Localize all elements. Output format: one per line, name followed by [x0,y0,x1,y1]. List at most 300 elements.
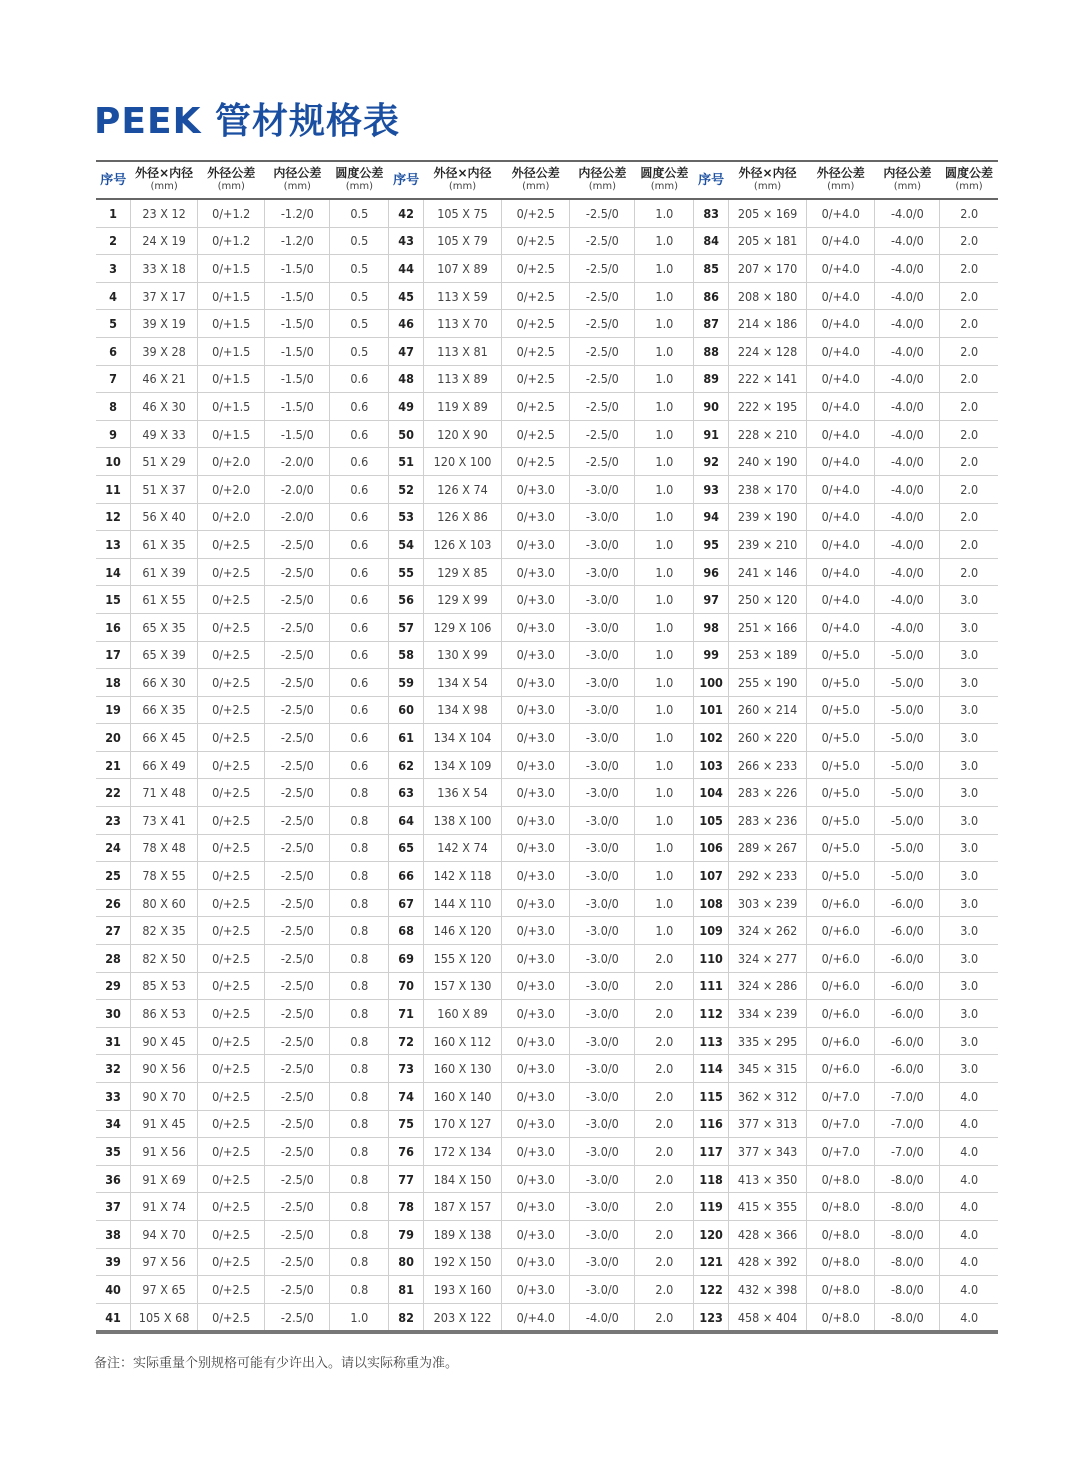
od-tolerance: 0/+3.0 [502,1083,570,1111]
roundness-tolerance: 3.0 [940,889,998,917]
id-tolerance: -3.0/0 [570,641,635,669]
id-tolerance: -2.5/0 [265,1220,330,1248]
od-tolerance: 0/+2.5 [198,807,265,835]
od-tolerance: 0/+2.5 [502,199,570,227]
row-number: 82 [389,1303,424,1332]
id-tolerance: -2.5/0 [265,889,330,917]
header-unit: (mm) [955,181,983,192]
table-row [96,503,998,531]
id-tolerance: -3.0/0 [570,1083,635,1111]
header-od-tol [502,161,570,199]
header-round-tol [635,161,694,199]
header-label: 外径公差 [511,166,560,180]
table-row [96,613,998,641]
od-tolerance: 0/+2.5 [502,310,570,338]
row-number: 92 [694,448,729,476]
roundness-tolerance: 4.0 [940,1303,998,1332]
od-tolerance: 0/+4.0 [502,1303,570,1332]
size-value: 146 X 120 [423,917,501,945]
header-unit: (mm) [753,181,782,192]
row-number: 6 [96,337,131,365]
size-value: 160 X 89 [423,1000,501,1028]
table-row [96,227,998,255]
roundness-tolerance: 0.5 [330,337,389,365]
row-number: 115 [694,1083,729,1111]
size-value: 207 × 170 [728,255,806,283]
od-tolerance: 0/+3.0 [502,1220,570,1248]
row-number: 32 [96,1055,131,1083]
row-number: 42 [389,199,424,227]
row-number: 97 [694,586,729,614]
id-tolerance: -2.5/0 [265,586,330,614]
table-row [96,669,998,697]
id-tolerance: -4.0/0 [875,448,940,476]
size-value: 458 × 404 [728,1303,806,1332]
header-unit: (mm) [650,181,679,192]
id-tolerance: -4.0/0 [570,1303,635,1332]
od-tolerance: 0/+1.5 [198,365,265,393]
row-number: 112 [694,1000,729,1028]
header-label: 外径×内径 [433,166,492,180]
row-number: 106 [694,834,729,862]
size-value: 192 X 150 [423,1248,501,1276]
table-row [96,807,998,835]
id-tolerance: -2.5/0 [265,1000,330,1028]
roundness-tolerance: 1.0 [635,558,694,586]
od-tolerance: 0/+3.0 [502,1276,570,1304]
size-value: 214 × 186 [728,310,806,338]
size-value: 82 X 35 [131,917,198,945]
header-unit: (mm) [893,181,922,192]
size-value: 113 X 81 [423,337,501,365]
od-tolerance: 0/+3.0 [502,1193,570,1221]
roundness-tolerance: 0.8 [330,1138,389,1166]
id-tolerance: -2.5/0 [265,558,330,586]
id-tolerance: -1.2/0 [265,227,330,255]
size-value: 193 X 160 [423,1276,501,1304]
id-tolerance: -3.0/0 [570,889,635,917]
table-row [96,641,998,669]
size-value: 105 X 79 [423,227,501,255]
id-tolerance: -2.5/0 [265,1110,330,1138]
row-number: 107 [694,862,729,890]
od-tolerance: 0/+1.2 [198,199,265,227]
od-tolerance: 0/+4.0 [807,282,875,310]
row-number: 101 [694,696,729,724]
od-tolerance: 0/+4.0 [807,613,875,641]
roundness-tolerance: 2.0 [940,282,998,310]
od-tolerance: 0/+3.0 [502,531,570,559]
row-number: 61 [389,724,424,752]
id-tolerance: -5.0/0 [875,724,940,752]
row-number: 49 [389,393,424,421]
od-tolerance: 0/+2.5 [198,1165,265,1193]
size-value: 66 X 45 [131,724,198,752]
od-tolerance: 0/+3.0 [502,586,570,614]
row-number: 103 [694,751,729,779]
roundness-tolerance: 0.8 [330,1055,389,1083]
id-tolerance: -4.0/0 [875,558,940,586]
size-value: 91 X 74 [131,1193,198,1221]
roundness-tolerance: 2.0 [635,1193,694,1221]
row-number: 96 [694,558,729,586]
od-tolerance: 0/+7.0 [807,1110,875,1138]
od-tolerance: 0/+4.0 [807,558,875,586]
size-value: 119 X 89 [423,393,501,421]
id-tolerance: -3.0/0 [570,1193,635,1221]
od-tolerance: 0/+8.0 [807,1165,875,1193]
roundness-tolerance: 3.0 [940,779,998,807]
od-tolerance: 0/+2.5 [198,1276,265,1304]
roundness-tolerance: 1.0 [635,834,694,862]
roundness-tolerance: 0.5 [330,199,389,227]
id-tolerance: -2.0/0 [265,448,330,476]
od-tolerance: 0/+2.5 [198,613,265,641]
size-value: 283 × 236 [728,807,806,835]
od-tolerance: 0/+2.5 [198,1000,265,1028]
id-tolerance: -2.5/0 [265,613,330,641]
roundness-tolerance: 0.6 [330,558,389,586]
id-tolerance: -3.0/0 [570,1027,635,1055]
roundness-tolerance: 2.0 [635,1083,694,1111]
row-number: 66 [389,862,424,890]
od-tolerance: 0/+2.5 [198,1220,265,1248]
row-number: 26 [96,889,131,917]
row-number: 43 [389,227,424,255]
row-number: 46 [389,310,424,338]
table-row [96,531,998,559]
size-value: 91 X 56 [131,1138,198,1166]
roundness-tolerance: 4.0 [940,1248,998,1276]
od-tolerance: 0/+6.0 [807,1055,875,1083]
size-value: 415 × 355 [728,1193,806,1221]
size-value: 189 X 138 [423,1220,501,1248]
row-number: 108 [694,889,729,917]
row-number: 89 [694,365,729,393]
roundness-tolerance: 0.8 [330,917,389,945]
row-number: 5 [96,310,131,338]
row-number: 75 [389,1110,424,1138]
id-tolerance: -2.5/0 [265,1276,330,1304]
size-value: 39 X 19 [131,310,198,338]
size-value: 113 X 59 [423,282,501,310]
row-number: 19 [96,696,131,724]
id-tolerance: -1.5/0 [265,310,330,338]
roundness-tolerance: 2.0 [635,1027,694,1055]
row-number: 64 [389,807,424,835]
row-number: 117 [694,1138,729,1166]
od-tolerance: 0/+2.5 [502,420,570,448]
size-value: 33 X 18 [131,255,198,283]
row-number: 81 [389,1276,424,1304]
id-tolerance: -2.5/0 [265,1083,330,1111]
size-value: 49 X 33 [131,420,198,448]
od-tolerance: 0/+3.0 [502,751,570,779]
od-tolerance: 0/+2.5 [198,696,265,724]
page-title: PEEK 管材规格表 [94,101,400,142]
id-tolerance: -8.0/0 [875,1303,940,1332]
row-number: 80 [389,1248,424,1276]
size-value: 90 X 70 [131,1083,198,1111]
roundness-tolerance: 0.6 [330,669,389,697]
row-number: 119 [694,1193,729,1221]
row-number: 22 [96,779,131,807]
size-value: 37 X 17 [131,282,198,310]
roundness-tolerance: 1.0 [635,282,694,310]
id-tolerance: -3.0/0 [570,862,635,890]
table-row [96,862,998,890]
size-value: 362 × 312 [728,1083,806,1111]
size-value: 205 × 169 [728,199,806,227]
od-tolerance: 0/+4.0 [807,310,875,338]
row-number: 33 [96,1083,131,1111]
roundness-tolerance: 0.6 [330,724,389,752]
id-tolerance: -2.0/0 [265,503,330,531]
roundness-tolerance: 0.8 [330,1027,389,1055]
roundness-tolerance: 4.0 [940,1276,998,1304]
od-tolerance: 0/+5.0 [807,641,875,669]
size-value: 130 X 99 [423,641,501,669]
id-tolerance: -4.0/0 [875,393,940,421]
header-label: 外径×内径 [135,166,194,180]
od-tolerance: 0/+3.0 [502,1138,570,1166]
roundness-tolerance: 3.0 [940,586,998,614]
size-value: 105 X 68 [131,1303,198,1332]
id-tolerance: -1.5/0 [265,255,330,283]
roundness-tolerance: 0.8 [330,834,389,862]
od-tolerance: 0/+5.0 [807,779,875,807]
roundness-tolerance: 0.5 [330,282,389,310]
od-tolerance: 0/+4.0 [807,255,875,283]
od-tolerance: 0/+2.5 [198,1083,265,1111]
table-row [96,972,998,1000]
size-value: 345 × 315 [728,1055,806,1083]
od-tolerance: 0/+2.5 [198,862,265,890]
od-tolerance: 0/+8.0 [807,1276,875,1304]
id-tolerance: -3.0/0 [570,917,635,945]
size-value: 266 × 233 [728,751,806,779]
roundness-tolerance: 0.6 [330,393,389,421]
roundness-tolerance: 4.0 [940,1138,998,1166]
row-number: 62 [389,751,424,779]
row-number: 51 [389,448,424,476]
header-id-tol [875,161,940,199]
table-row [96,282,998,310]
size-value: 56 X 40 [131,503,198,531]
id-tolerance: -2.5/0 [265,1165,330,1193]
row-number: 122 [694,1276,729,1304]
header-label: 圆度公差 [944,166,993,180]
table-row [96,696,998,724]
size-value: 85 X 53 [131,972,198,1000]
size-value: 73 X 41 [131,807,198,835]
od-tolerance: 0/+4.0 [807,503,875,531]
table-body [96,199,998,1332]
id-tolerance: -2.5/0 [265,945,330,973]
od-tolerance: 0/+4.0 [807,531,875,559]
roundness-tolerance: 1.0 [635,337,694,365]
id-tolerance: -4.0/0 [875,227,940,255]
row-number: 52 [389,475,424,503]
roundness-tolerance: 2.0 [940,337,998,365]
spec-table [96,160,998,1334]
table-row [96,1027,998,1055]
header-round-tol [330,161,389,199]
id-tolerance: -2.5/0 [265,1303,330,1332]
od-tolerance: 0/+2.5 [198,1193,265,1221]
row-number: 59 [389,669,424,697]
od-tolerance: 0/+5.0 [807,669,875,697]
row-number: 94 [694,503,729,531]
size-value: 184 X 150 [423,1165,501,1193]
od-tolerance: 0/+2.5 [502,365,570,393]
roundness-tolerance: 2.0 [635,1110,694,1138]
id-tolerance: -2.5/0 [265,807,330,835]
roundness-tolerance: 2.0 [940,503,998,531]
roundness-tolerance: 3.0 [940,862,998,890]
roundness-tolerance: 2.0 [940,255,998,283]
roundness-tolerance: 3.0 [940,945,998,973]
size-value: 97 X 65 [131,1276,198,1304]
roundness-tolerance: 0.5 [330,310,389,338]
roundness-tolerance: 4.0 [940,1220,998,1248]
row-number: 36 [96,1165,131,1193]
row-number: 15 [96,586,131,614]
size-value: 120 X 90 [423,420,501,448]
size-value: 144 X 110 [423,889,501,917]
size-value: 24 X 19 [131,227,198,255]
table-row [96,365,998,393]
id-tolerance: -4.0/0 [875,199,940,227]
od-tolerance: 0/+8.0 [807,1303,875,1332]
od-tolerance: 0/+4.0 [807,199,875,227]
roundness-tolerance: 2.0 [940,227,998,255]
size-value: 253 × 189 [728,641,806,669]
size-value: 292 × 233 [728,862,806,890]
row-number: 63 [389,779,424,807]
roundness-tolerance: 0.6 [330,641,389,669]
size-value: 142 X 74 [423,834,501,862]
table-row [96,255,998,283]
row-number: 56 [389,586,424,614]
row-number: 38 [96,1220,131,1248]
id-tolerance: -2.5/0 [265,862,330,890]
roundness-tolerance: 2.0 [635,1303,694,1332]
header-round-tol [940,161,998,199]
header-unit: (mm) [827,181,855,192]
id-tolerance: -5.0/0 [875,779,940,807]
od-tolerance: 0/+3.0 [502,972,570,1000]
size-value: 134 X 104 [423,724,501,752]
roundness-tolerance: 0.8 [330,807,389,835]
id-tolerance: -2.5/0 [570,282,635,310]
roundness-tolerance: 0.6 [330,365,389,393]
od-tolerance: 0/+8.0 [807,1193,875,1221]
size-value: 80 X 60 [131,889,198,917]
id-tolerance: -3.0/0 [570,586,635,614]
od-tolerance: 0/+2.5 [198,972,265,1000]
row-number: 1 [96,199,131,227]
roundness-tolerance: 0.8 [330,1110,389,1138]
row-number: 71 [389,1000,424,1028]
id-tolerance: -3.0/0 [570,669,635,697]
table-row [96,834,998,862]
row-number: 83 [694,199,729,227]
id-tolerance: -8.0/0 [875,1248,940,1276]
id-tolerance: -6.0/0 [875,889,940,917]
header-no [694,161,729,199]
id-tolerance: -5.0/0 [875,751,940,779]
size-value: 155 X 120 [423,945,501,973]
od-tolerance: 0/+3.0 [502,807,570,835]
size-value: 377 × 313 [728,1110,806,1138]
roundness-tolerance: 0.8 [330,945,389,973]
od-tolerance: 0/+5.0 [807,862,875,890]
id-tolerance: -1.5/0 [265,337,330,365]
size-value: 142 X 118 [423,862,501,890]
row-number: 13 [96,531,131,559]
row-number: 70 [389,972,424,1000]
roundness-tolerance: 0.6 [330,696,389,724]
row-number: 27 [96,917,131,945]
row-number: 116 [694,1110,729,1138]
id-tolerance: -3.0/0 [570,779,635,807]
row-number: 74 [389,1083,424,1111]
size-value: 428 × 366 [728,1220,806,1248]
header-unit: (mm) [345,181,373,192]
table-row [96,310,998,338]
roundness-tolerance: 2.0 [635,1138,694,1166]
roundness-tolerance: 0.6 [330,448,389,476]
id-tolerance: -3.0/0 [570,503,635,531]
row-number: 118 [694,1165,729,1193]
size-value: 138 X 100 [423,807,501,835]
row-number: 8 [96,393,131,421]
id-tolerance: -8.0/0 [875,1165,940,1193]
id-tolerance: -8.0/0 [875,1193,940,1221]
roundness-tolerance: 2.0 [635,1276,694,1304]
od-tolerance: 0/+8.0 [807,1220,875,1248]
size-value: 97 X 56 [131,1248,198,1276]
table-row [96,393,998,421]
row-number: 18 [96,669,131,697]
roundness-tolerance: 3.0 [940,724,998,752]
od-tolerance: 0/+4.0 [807,337,875,365]
roundness-tolerance: 0.6 [330,503,389,531]
od-tolerance: 0/+4.0 [807,393,875,421]
od-tolerance: 0/+4.0 [807,475,875,503]
roundness-tolerance: 0.8 [330,1248,389,1276]
roundness-tolerance: 0.6 [330,586,389,614]
row-number: 98 [694,613,729,641]
row-number: 20 [96,724,131,752]
row-number: 104 [694,779,729,807]
size-value: 324 × 277 [728,945,806,973]
row-number: 110 [694,945,729,973]
id-tolerance: -2.5/0 [570,393,635,421]
roundness-tolerance: 1.0 [635,613,694,641]
od-tolerance: 0/+2.5 [198,586,265,614]
row-number: 57 [389,613,424,641]
od-tolerance: 0/+2.5 [198,558,265,586]
roundness-tolerance: 0.8 [330,972,389,1000]
row-number: 111 [694,972,729,1000]
row-number: 77 [389,1165,424,1193]
roundness-tolerance: 0.6 [330,751,389,779]
roundness-tolerance: 2.0 [940,420,998,448]
size-value: 113 X 89 [423,365,501,393]
id-tolerance: -3.0/0 [570,724,635,752]
